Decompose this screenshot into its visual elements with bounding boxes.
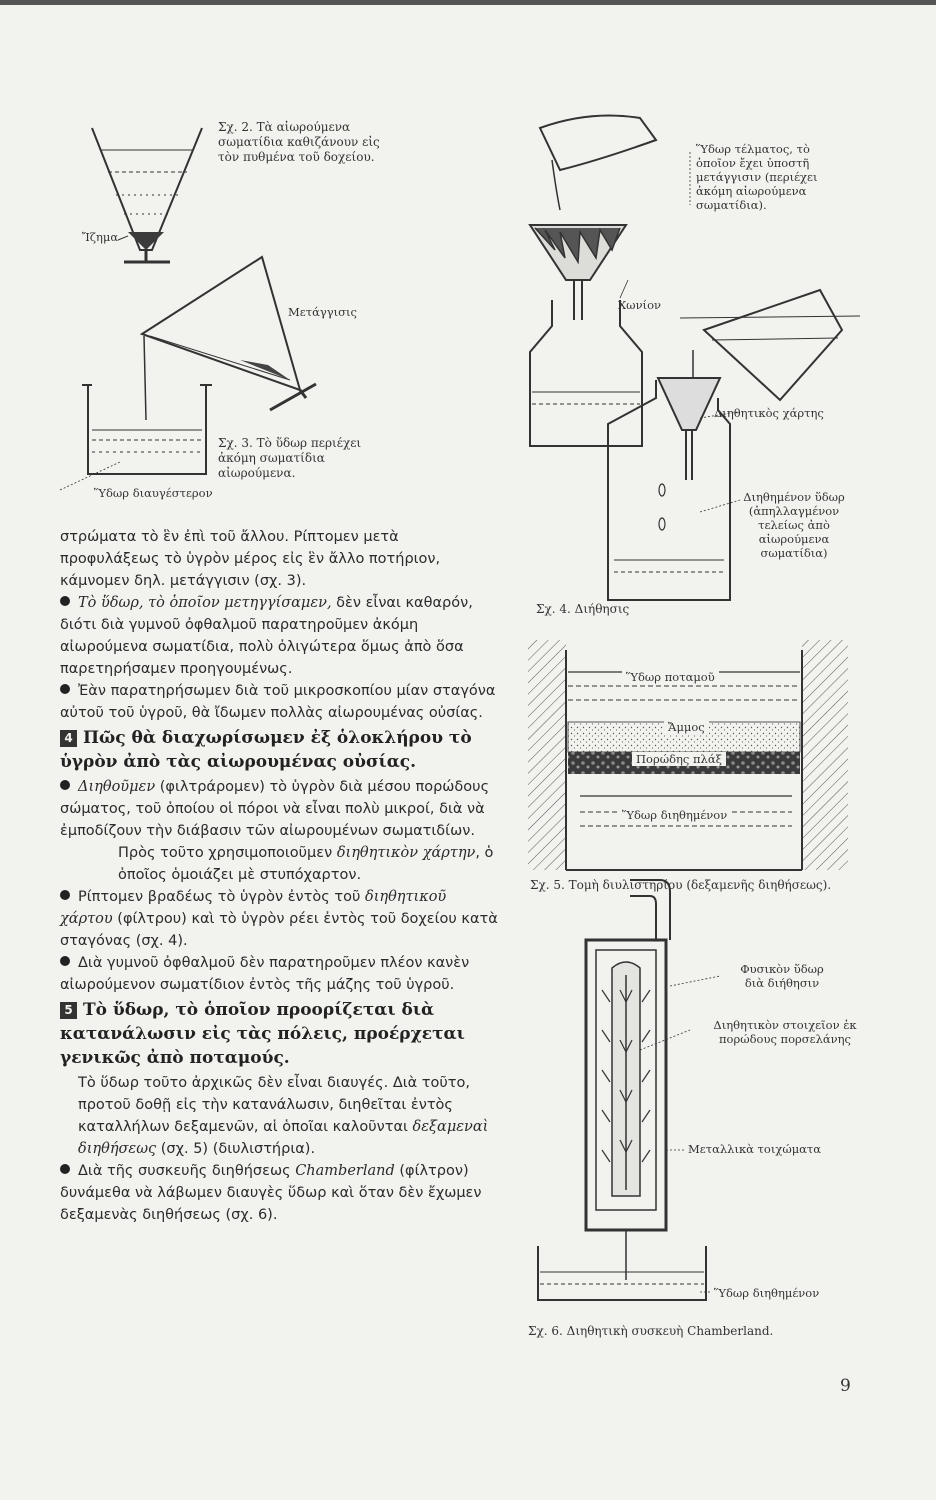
fig5-sand-label: Ἄμμος	[664, 720, 709, 734]
bullet-icon	[60, 956, 70, 966]
paragraph-naked-eye: Διὰ γυμνοῦ ὀφθαλμοῦ δὲν παρατηροῦμεν πλέον κανὲν αἰωρούμενον σωματίδιον ἐντὸς τῆς μάζης τοῦ ὑγροῦ.	[60, 955, 470, 993]
fig3-clear-water-label: Ὕδωρ διαυγέστερον	[94, 486, 213, 500]
page-number: 9	[840, 1376, 851, 1396]
bullet-icon	[60, 1164, 70, 1174]
bullet-icon	[60, 780, 70, 790]
paragraph-river-water: Τὸ ὕδωρ τοῦτο ἀρχικῶς δὲν εἶναι διαυγές. Διὰ τοῦτο, προτοῦ δοθῇ εἰς τὴν κατανάλωσιν, διηθεῖται ἐντὸς καταλλήλων δεξαμενῶν, αἱ ὁποῖαι καλοῦνται δεξαμεναὶ διηθήσεως (σχ. 5) (διυλιστήρια).	[78, 1075, 489, 1157]
section-heading-4: 4 Πῶς θὰ διαχωρίσωμεν ἐξ ὁλοκλήρου τὸ ὑγρὸν ἀπὸ τὰς αἰωρουμένας οὐσίας.	[60, 728, 472, 772]
fig5-river-label: Ὕδωρ ποταμοῦ	[622, 670, 719, 684]
fig4-caption: Σχ. 4. Διήθησις	[536, 602, 630, 616]
paragraph-not-clean: Τὸ ὕδωρ, τὸ ὁποῖον μετηγγίσαμεν, δὲν εἶναι καθαρόν, διότι διὰ γυμνοῦ ὀφθαλμοῦ παρατηροῦμεν ἀκόμη αἰωρούμενα σωματίδια, πολὺ ὀλιγώτερα ὅμως ἀπὸ ὅσα παρετηρήσαμεν προηγουμένως.	[60, 595, 473, 677]
bullet-icon	[60, 890, 70, 900]
paragraph-pour: Ρίπτομεν βραδέως τὸ ὑγρὸν ἐντὸς τοῦ διηθητικοῦ χάρτου (φίλτρου) καὶ τὸ ὑγρὸν ρέει ἐντὸς τοῦ δοχείου κατὰ σταγόνας (σχ. 4).	[60, 889, 498, 949]
fig3-decant-label: Μετάγγισις	[288, 305, 357, 319]
fig3-caption: Σχ. 3. Τὸ ὕδωρ περιέχει ἀκόμη σωματίδια αἰωρούμενα.	[218, 436, 362, 480]
fig4-paper-label: Διηθητικὸς χάρτης	[714, 406, 824, 420]
paragraph-decanting: στρώματα τὸ ἓν ἐπὶ τοῦ ἄλλου. Ρίπτομεν μετὰ προφυλάξεως τὸ ὑγρὸν μέρος εἰς ἓν ἄλλο ποτήριον, κάμνομεν δηλ. μετάγγισιν (σχ. 3).	[60, 529, 441, 589]
bullet-icon	[60, 684, 70, 694]
paragraph-microscope: Ἐὰν παρατηρήσωμεν διὰ τοῦ μικροσκοπίου μίαν σταγόνα αὐτοῦ τοῦ ὑγροῦ, θὰ ἴδωμεν πολλὰς αἰωρουμένας οὐσίας.	[60, 683, 496, 721]
paragraph-chamberland: Διὰ τῆς συσκευῆς διηθήσεως Chamberland (φίλτρον) δυνάμεθα νὰ λάβωμεν διαυγὲς ὕδωρ καὶ ὅταν δὲν ἔχωμεν δεξαμενὰς διηθήσεως (σχ. 6).	[60, 1163, 482, 1223]
fig6-chamberland	[538, 880, 720, 1300]
fig6-element-label: Διηθητικὸν στοιχεῖον ἐκ πορώδους πορσελάνης	[713, 1018, 857, 1046]
section-number-badge: 5	[60, 1002, 77, 1019]
fig6-natural-water-label: Φυσικὸν ὕδωρ διὰ διήθησιν	[740, 962, 824, 990]
fig2-caption: Σχ. 2. Τὰ αἰωρούμενα σωματίδια καθιζάνουν εἰς τὸν πυθμένα τοῦ δοχείου.	[218, 120, 380, 164]
fig4-funnel-label: Χωνίον	[618, 298, 661, 312]
fig2-sediment-label: Ἴζημα	[82, 230, 119, 244]
fig5-filtered-label: Ὕδωρ διηθημένον	[618, 808, 731, 822]
bullet-icon	[60, 596, 70, 606]
paragraph-filter-paper: Πρὸς τοῦτο χρησιμοποιοῦμεν διηθητικὸν χάρτην, ὁ ὁποῖος ὁμοιάζει μὲ στυπόχαρτον.	[118, 845, 494, 883]
fig4-filtered-label: Διηθημένον ὕδωρ (ἀπηλλαγμένον τελείως ἀπὸ αἰωρούμενα σωματίδια)	[743, 490, 845, 560]
section-heading-5: 5 Τὸ ὕδωρ, τὸ ὁποῖον προορίζεται διὰ κατανάλωσιν εἰς τὰς πόλεις, προέρχεται γενικῶς ἀπὸ ποταμούς.	[60, 1000, 465, 1068]
fig4-water-label: Ὕδωρ τέλματος, τὸ ὁποῖον ἔχει ὑποστῆ μετάγγισιν (περιέχει ἀκόμη αἰωρούμενα σωματίδια).	[696, 142, 818, 212]
paragraph-filter: Διηθοῦμεν (φιλτράρομεν) τὸ ὑγρὸν διὰ μέσου πορώδους σώματος, τοῦ ὁποίου οἱ πόροι νὰ εἶναι πολὺ μικροί, διὰ νὰ ἐμποδίζουν τὴν διάβασιν τῶν αἰωρουμένων σωματιδίων.	[60, 779, 490, 839]
fig6-filtered-label: Ὕδωρ διηθημένον	[714, 1286, 820, 1300]
fig6-caption: Σχ. 6. Διηθητικὴ συσκευὴ Chamberland.	[528, 1324, 774, 1338]
section-number-badge: 4	[60, 730, 77, 747]
fig6-walls-label: Μεταλλικὰ τοιχώματα	[688, 1142, 822, 1156]
main-text-column	[60, 526, 498, 1226]
fig5-porous-label: Πορώδης πλάξ	[632, 752, 726, 766]
fig5-caption: Σχ. 5. Τομὴ διυλιστηρίου (δεξαμενῆς διηθήσεως).	[530, 878, 832, 892]
